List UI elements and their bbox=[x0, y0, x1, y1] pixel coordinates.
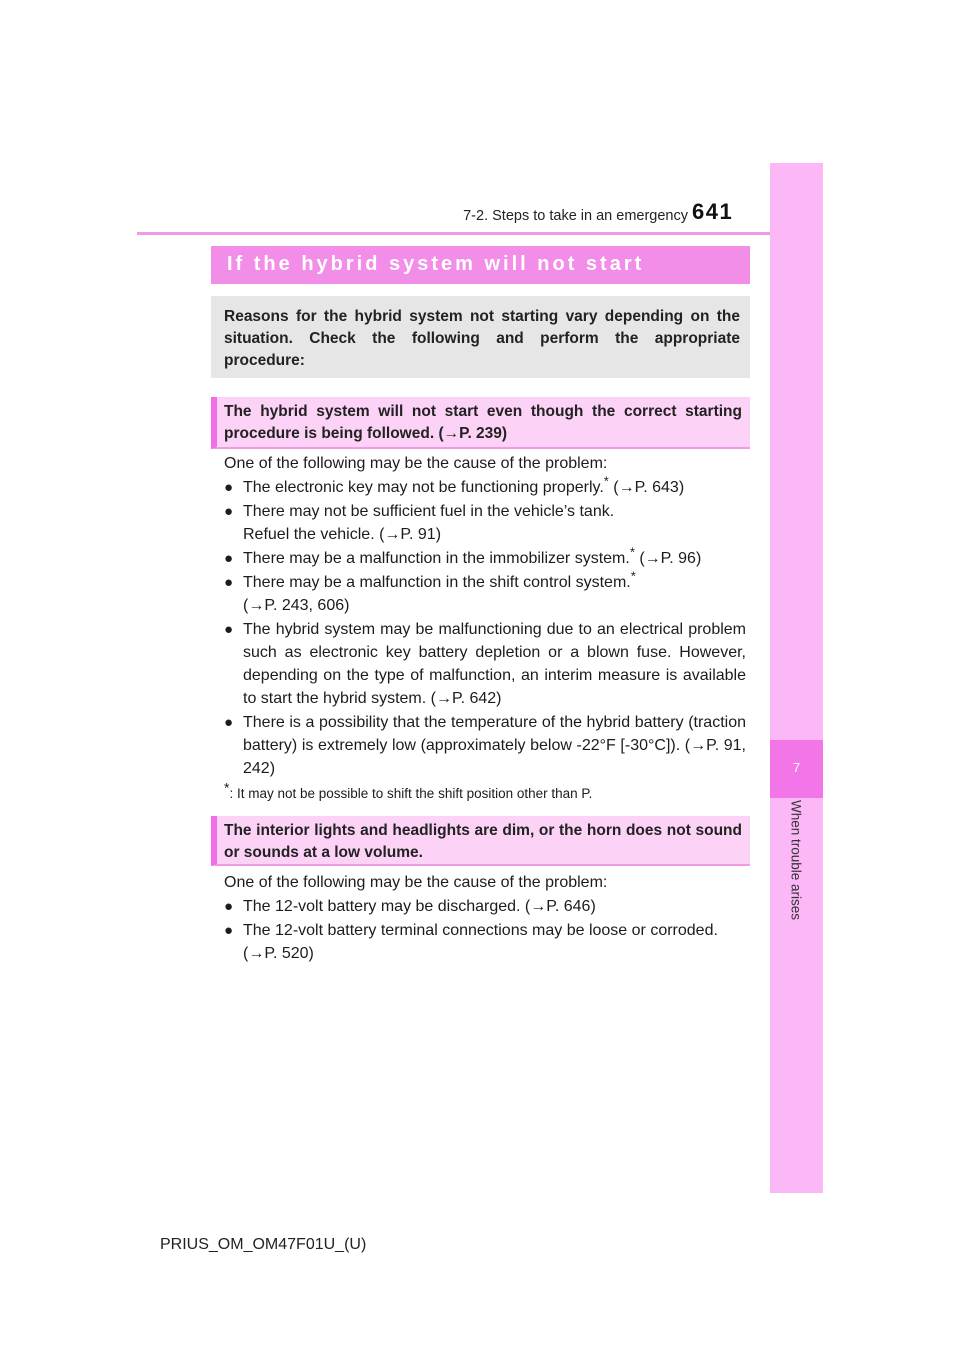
list-item-text: There is a possibility that the temperature of the hybrid battery (traction battery) is extremely low (approximately below -22°F [-30°C]). (→P. 91, 242) bbox=[243, 714, 746, 777]
page-title-bar bbox=[211, 246, 750, 284]
list-item bbox=[224, 919, 746, 965]
list-item-text: There may be a malfunction in the immobilizer system. bbox=[243, 550, 630, 567]
bullet-icon: ● bbox=[224, 621, 234, 638]
chapter-label: When trouble arises bbox=[788, 800, 804, 921]
bullet-icon: ● bbox=[224, 922, 234, 939]
list-item-text: The hybrid system may be malfunctioning due to an electrical problem such as electronic key battery depletion or a blown fuse. However, depending on the type of malfunction, an interim measure is available to start the hybrid system. (→P. 642) bbox=[243, 621, 746, 707]
page-reference-link[interactable]: (→P. 520) bbox=[243, 945, 314, 962]
section2-body bbox=[224, 872, 746, 965]
list-item bbox=[224, 711, 746, 780]
list-item bbox=[224, 568, 746, 617]
header-divider bbox=[137, 232, 823, 235]
footnote bbox=[224, 779, 593, 801]
chapter-label-container bbox=[778, 800, 814, 1000]
bullet-icon: ● bbox=[224, 550, 234, 567]
asterisk-mark: * bbox=[603, 473, 609, 489]
section-breadcrumb: 7-2. Steps to take in an emergency bbox=[463, 208, 688, 224]
intro-box bbox=[211, 296, 750, 378]
list-item-text: The 12-volt battery terminal connections may be loose or corroded. bbox=[243, 922, 718, 939]
chapter-number-tab[interactable] bbox=[770, 740, 823, 798]
page-number: 641 bbox=[692, 199, 734, 224]
intro-text: Reasons for the hybrid system not starting vary depending on the situation. Check the following and perform the appropriate procedure: bbox=[224, 308, 740, 369]
bullet-icon: ● bbox=[224, 479, 234, 496]
list-item-text: The 12-volt battery may be discharged. (→P. 646) bbox=[243, 898, 596, 915]
section2-lead: One of the following may be the cause of the problem: bbox=[224, 874, 608, 891]
list-item-text: The electronic key may not be functioning properly. bbox=[243, 479, 604, 496]
asterisk-mark: * bbox=[629, 544, 635, 560]
footnote-text: : It may not be possible to shift the shift position other than P. bbox=[229, 786, 593, 801]
asterisk-mark: * bbox=[630, 568, 636, 584]
section1-heading-box bbox=[211, 397, 750, 449]
chapter-side-tab[interactable] bbox=[770, 163, 823, 1193]
page-reference-link[interactable]: (→P. 643) bbox=[608, 479, 685, 496]
chapter-number: 7 bbox=[792, 760, 801, 775]
section1-heading: The hybrid system will not start even though the correct starting procedure is being followed. (→P. 239) bbox=[224, 403, 742, 442]
document-code: PRIUS_OM_OM47F01U_(U) bbox=[160, 1236, 367, 1253]
bullet-icon: ● bbox=[224, 574, 234, 591]
page-reference-link[interactable]: (→P. 243, 606) bbox=[243, 597, 350, 614]
bullet-icon: ● bbox=[224, 898, 234, 915]
list-item-text: There may not be sufficient fuel in the vehicle’s tank. bbox=[243, 503, 615, 520]
list-item-text: There may be a malfunction in the shift control system. bbox=[243, 574, 631, 591]
list-item bbox=[224, 895, 746, 918]
section1-lead: One of the following may be the cause of the problem: bbox=[224, 455, 608, 472]
section1-body bbox=[224, 453, 746, 780]
list-item bbox=[224, 618, 746, 710]
page-title: If the hybrid system will not start bbox=[227, 253, 645, 275]
page-reference-link[interactable]: (→P. 96) bbox=[634, 550, 702, 567]
section2-heading: The interior lights and headlights are dim, or the horn does not sound or sounds at a low volume. bbox=[224, 822, 742, 861]
section2-heading-box bbox=[211, 816, 750, 866]
bullet-icon: ● bbox=[224, 503, 234, 520]
bullet-icon: ● bbox=[224, 714, 234, 731]
footnote-mark: * bbox=[224, 779, 230, 796]
list-item-subtext: Refuel the vehicle. (→P. 91) bbox=[243, 526, 442, 543]
list-item bbox=[224, 473, 746, 499]
list-item bbox=[224, 500, 746, 546]
list-item bbox=[224, 544, 746, 570]
